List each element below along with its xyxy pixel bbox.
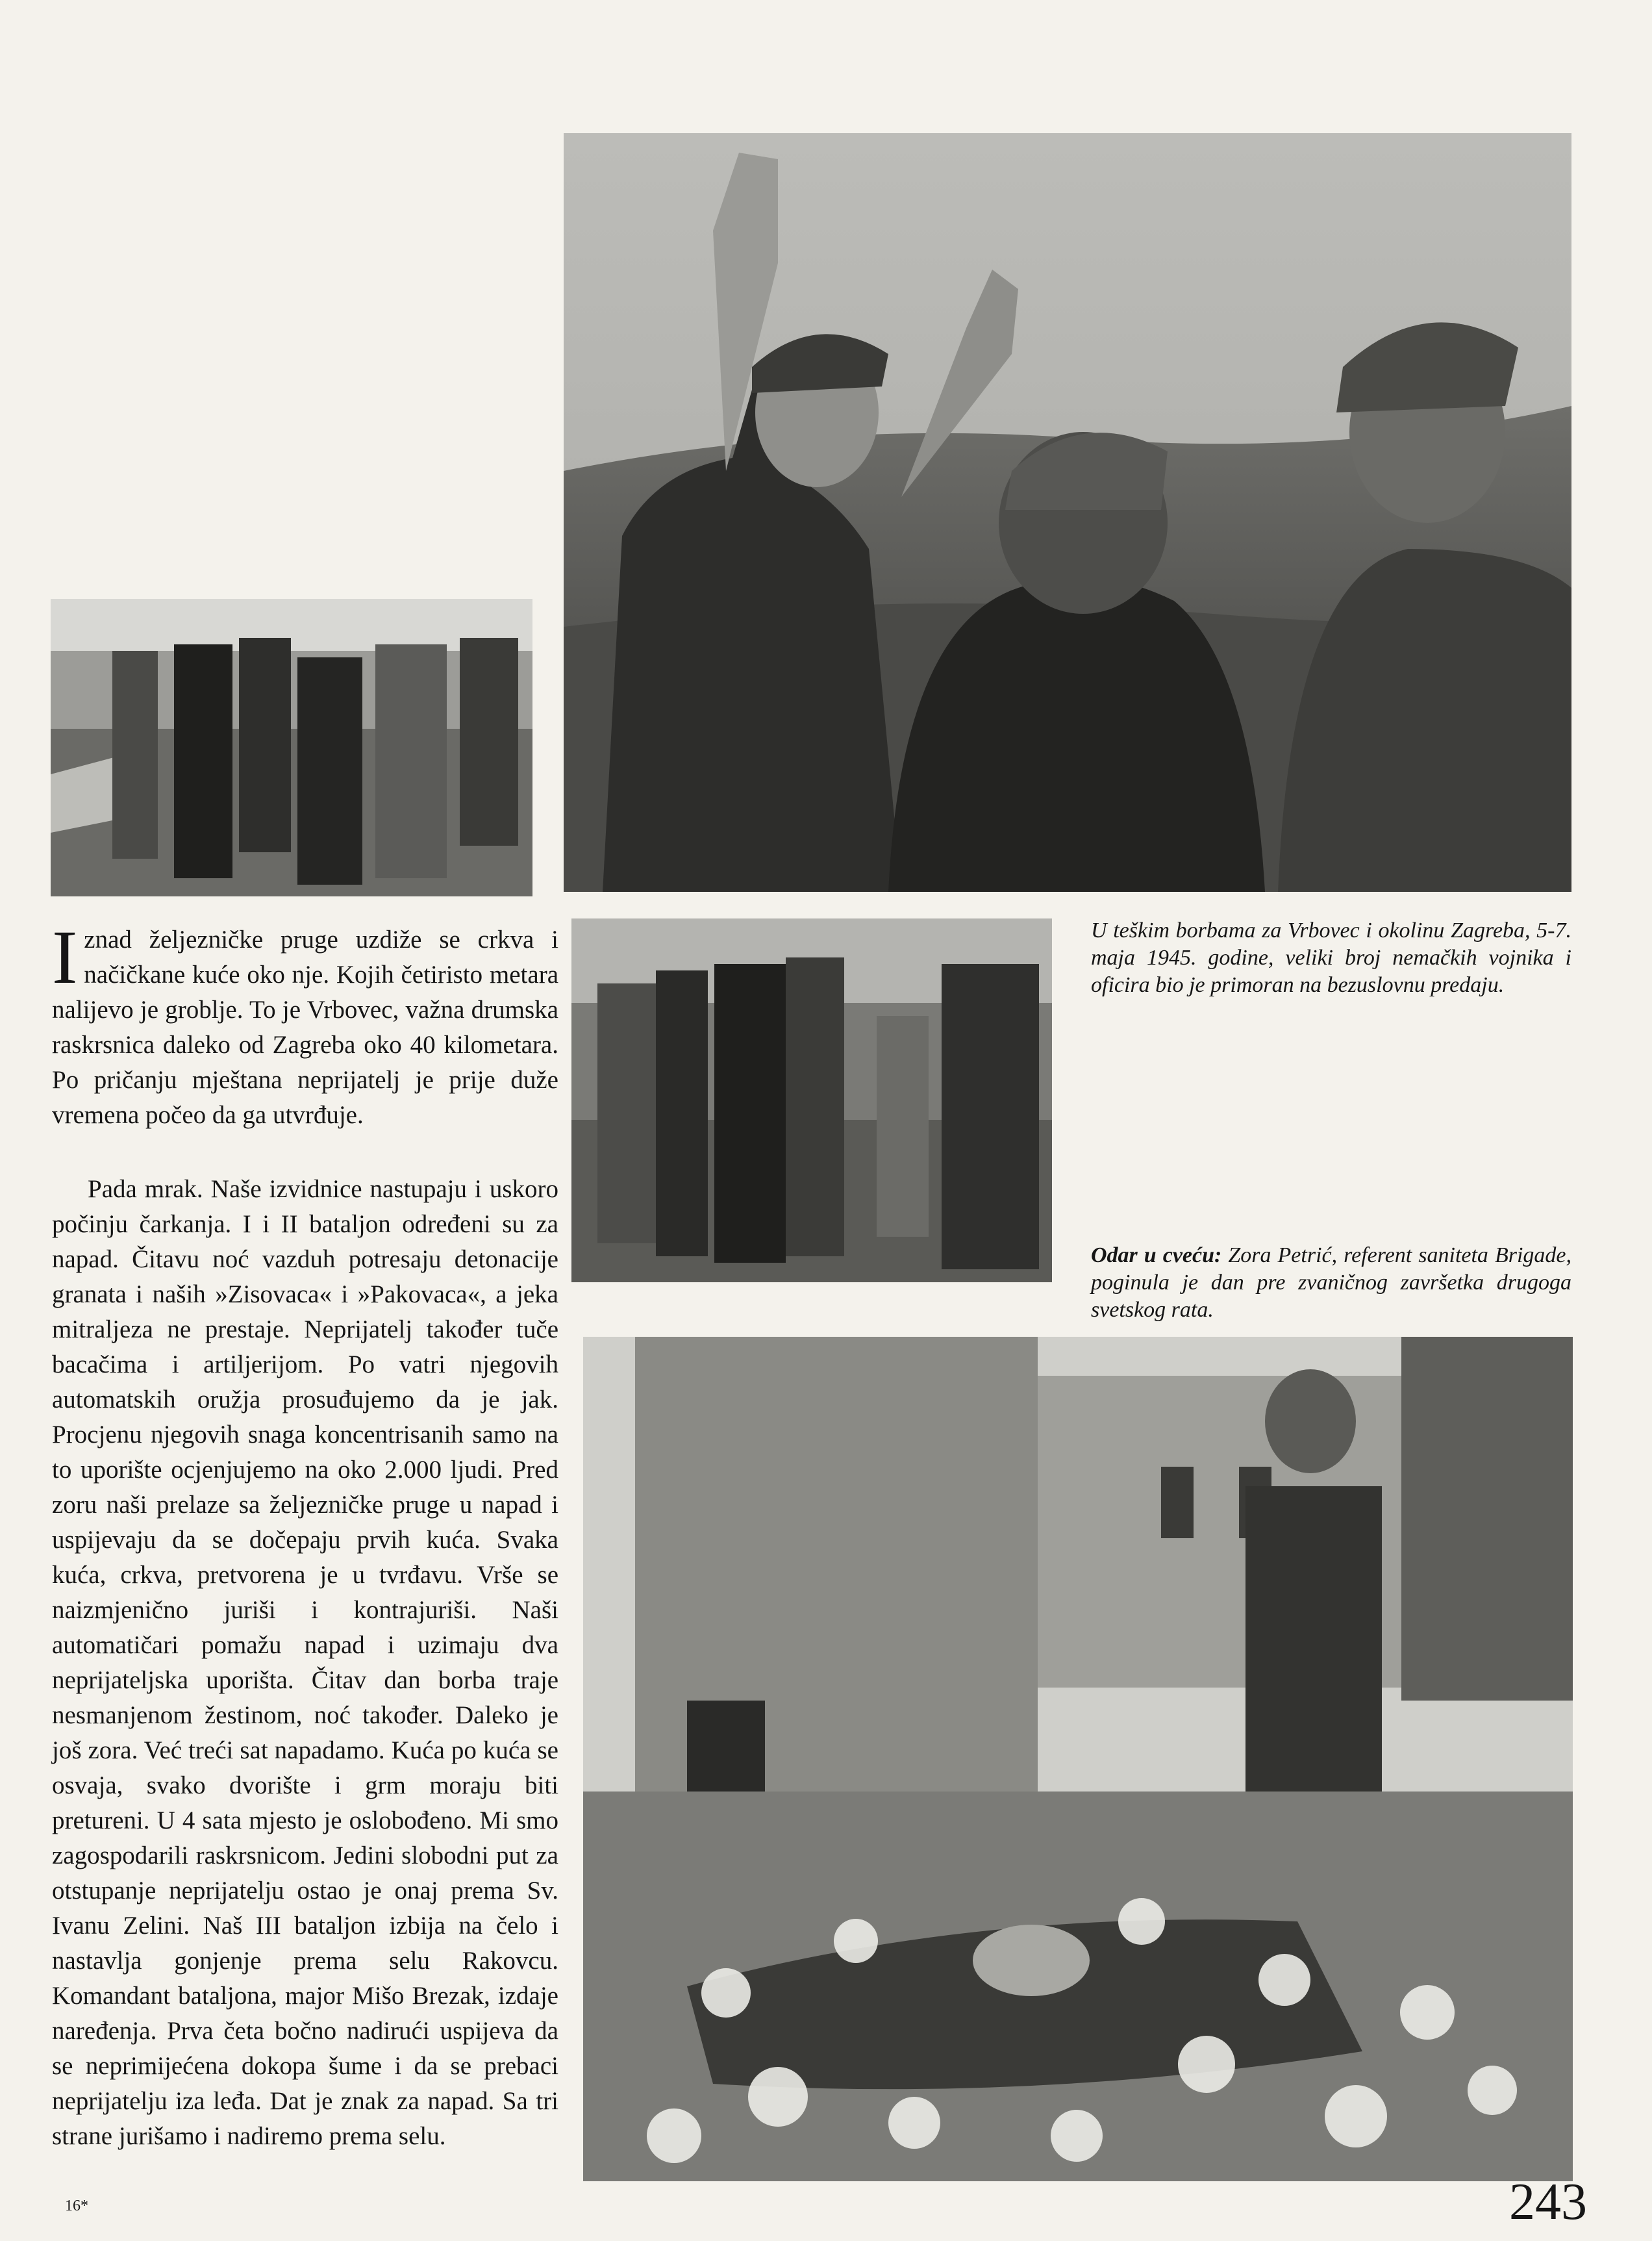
photo-officers-group-image xyxy=(571,918,1052,1282)
photo-surrender-large xyxy=(564,133,1571,892)
drop-cap: I xyxy=(52,915,78,1000)
photo-surrender-large-image xyxy=(564,133,1571,892)
photo-funeral-bier xyxy=(583,1337,1573,2181)
photo-funeral-bier-image xyxy=(583,1337,1573,2181)
photo-officers-group xyxy=(571,918,1052,1282)
page-number: 243 xyxy=(1509,2173,1587,2231)
article-paragraph-1-text: znad željezničke pruge uzdiže se crkva i načičkane kuće oko nje. Kojih četiristo metara nalijevo je groblje. To je Vrbovec, važna drumska raskrsnica daleko od Zagreba oko 40 kilometara. Po pričanju mještana neprijatelj je prije duže vremena počeo da ga utvrđuje. xyxy=(52,926,558,1129)
caption-funeral-lead: Odar u cveću: xyxy=(1091,1243,1222,1267)
photo-prisoners-column-image xyxy=(51,599,532,896)
signature-mark: 16* xyxy=(65,2197,88,2214)
article-paragraph-2: Pada mrak. Naše izvidnice nastupaju i uskoro počinju čarkanja. I i II bataljon određeni su za napad. Čitavu noć vazduh potresaju detonacije granata i naših »Zisovaca« i »Pakovaca«, a jeka mitraljeza ne prestaje. Neprijatelj također tuče bacačima i artiljerijom. Po vatri njegovih automatskih oružja prosuđujemo da je jak. Procjenu njegovih snaga koncentrisanih samo na to uporište ocjenjujemo na oko 2.000 ljudi. Pred zoru naši prelaze sa željezničke pruge u napad i uspijevaju da se dočepaju prvih kuća. Svaka kuća, crkva, pretvorena je u tvrđavu. Vrše se naizmjenično juriši i kontrajuriši. Naši automatičari pomažu napad i uzimaju dva neprijateljska uporišta. Čitav dan borba traje nesmanjenom žestinom, noć također. Daleko je još zora. Već treći sat napadamo. Kuća po kuća se osvaja, svako dvorište i grm moraju biti pretureni. U 4 sata mjesto je oslobođeno. Mi smo zagospodarili raskrsnicom. Jedini slobodni put za otstupanje neprijatelju ostao je onaj prema Sv. Ivanu Zelini. Naš III bataljon izbija na čelo i nastavlja gonjenje prema selu Rakovcu. Komandant bataljona, major Mišo Brezak, izdaje naređenja. Prva četa bočno nadirući uspijeva da se neprimijećena dokopa šume i da se prebaci neprijatelju iza leđa. Dat je znak za napad. Sa tri strane jurišamo i nadiremo prema selu. xyxy=(52,1175,558,2150)
photo-prisoners-column xyxy=(51,599,532,896)
caption-funeral xyxy=(1091,1242,1571,1324)
caption-funeral-text: Zora Petrić, referent saniteta Brigade, poginula je dan pre zvaničnog završetka drugoga svetskog rata. xyxy=(1091,1243,1571,1322)
article-body xyxy=(52,915,558,2154)
caption-surrender: U teškim borbama za Vrbovec i okolinu Zagreba, 5-7. maja 1945. godine, veliki broj nemačkih vojnika i oficira bio je primoran na bezuslovnu predaju. xyxy=(1091,918,1571,997)
article-paragraph-1 xyxy=(52,915,558,1133)
